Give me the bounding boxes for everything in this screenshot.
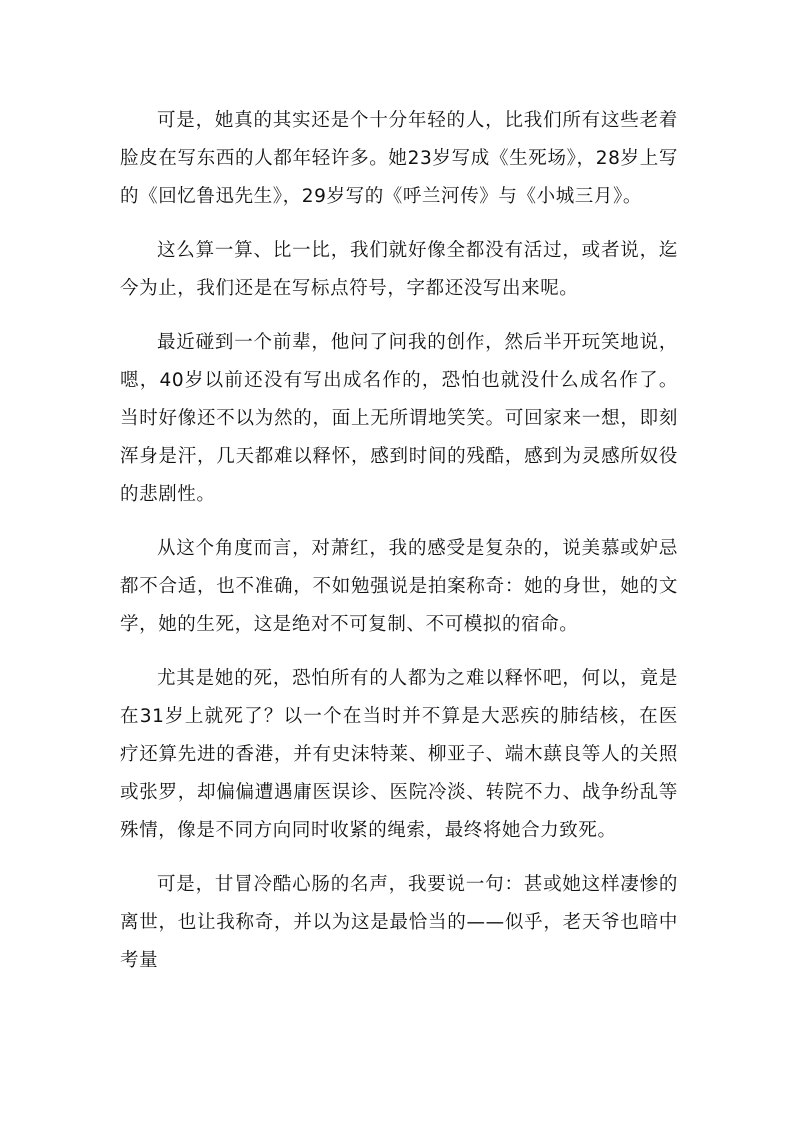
document-page [120, 102, 678, 996]
paragraph-1: 可是，她真的其实还是个十分年轻的人，比我们所有这些老着脸皮在写东西的人都年轻许多。她23岁写成《生死场》，28岁上写的《回忆鲁迅先生》，29岁写的《呼兰河传》与《小城三月》。 [120, 110, 678, 207]
paragraph-4: 从这个角度而言，对萧红，我的感受是复杂的，说美慕或妒忌都不合适，也不准确，不如勉强说是拍案称奇：她的身世，她的文学，她的生死，这是绝对不可复制、不可模拟的宿命。 [120, 538, 678, 635]
paragraph-6: 可是，甘冒冷酷心肠的名声，我要说一句：甚或她这样凄惨的离世，也让我称奇，并以为这是最恰当的——似乎，老天爷也暗中考量 [120, 874, 678, 971]
paragraph-5: 尤其是她的死，恐怕所有的人都为之难以释怀吧，何以，竟是在31岁上就死了？以一个在当时并不算是大恶疾的肺结核，在医疗还算先进的香港，并有史沫特莱、柳亚子、端木蕻良等人的关照或张罗，却偏偏遭遇庸医误诊、医院冷淡、转院不力、战争纷乱等殊情，像是不同方向同时收紧的绳索，最终将她合力致死。 [120, 668, 678, 841]
paragraph-2: 这么算一算、比一比，我们就好像全都没有活过，或者说，迄今为止，我们还是在写标点符号，字都还没写出来呢。 [120, 240, 678, 299]
paragraph-3: 最近碰到一个前辈，他问了问我的创作，然后半开玩笑地说，嗯，40岁以前还没有写出成名作的，恐怕也就没什么成名作了。当时好像还不以为然的，面上无所谓地笑笑。可回家来一想，即刻浑身是汗，几天都难以释怀，感到时间的残酷，感到为灵感所奴役的悲剧性。 [120, 332, 678, 505]
